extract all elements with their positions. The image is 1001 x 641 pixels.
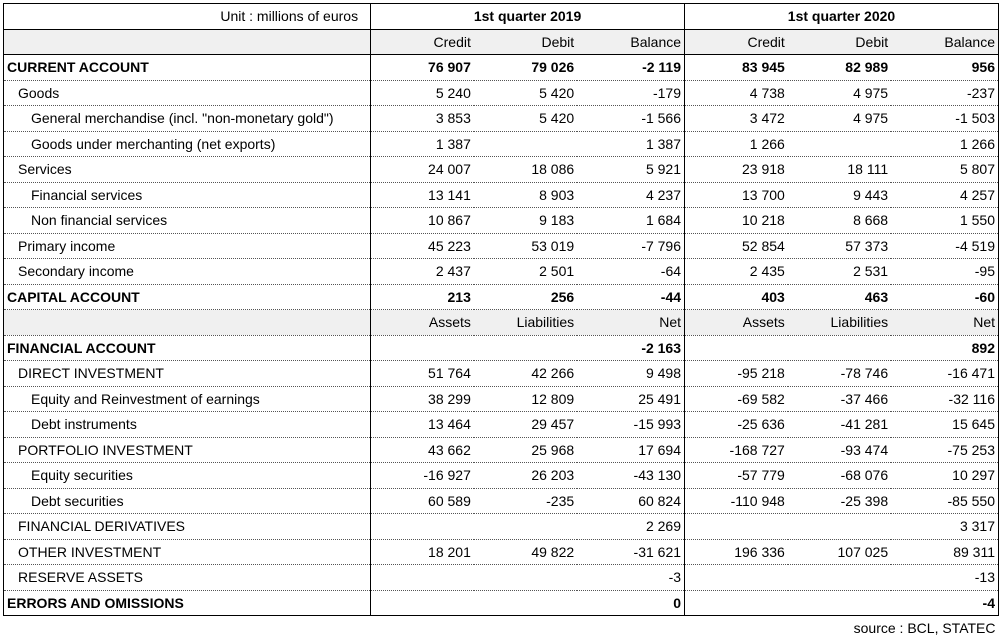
table-row xyxy=(4,565,999,591)
cell-balance-2020: 10 297 xyxy=(891,463,998,489)
cell-balance-2019: -64 xyxy=(577,259,684,285)
row-label: CURRENT ACCOUNT xyxy=(4,55,371,81)
cell-credit-2019: 13 141 xyxy=(371,182,474,208)
cell-credit-2020: 3 472 xyxy=(685,106,788,132)
cell-balance-2019: 9 498 xyxy=(577,361,684,387)
row-label: FINANCIAL DERIVATIVES xyxy=(4,514,371,540)
cell-balance-2019: -2 119 xyxy=(577,55,684,81)
cell-credit-2020: -168 727 xyxy=(685,437,788,463)
cell-credit-2019 xyxy=(371,514,474,540)
cell-debit-2020: -37 466 xyxy=(788,386,891,412)
cell-credit-2019 xyxy=(371,590,474,616)
cell-credit-2019: 13 464 xyxy=(371,412,474,438)
cell-balance-2020: 892 xyxy=(891,335,998,361)
table-row xyxy=(4,539,999,565)
table-row xyxy=(4,590,999,616)
row-label: OTHER INVESTMENT xyxy=(4,539,371,565)
table-row xyxy=(4,386,999,412)
cell-balance-2020: -237 xyxy=(891,80,998,106)
cell-balance-2020: 3 317 xyxy=(891,514,998,540)
table-row xyxy=(4,463,999,489)
cell-balance-2019: -7 796 xyxy=(577,233,684,259)
cell-balance-2020: -4 xyxy=(891,590,998,616)
cell-debit-2019 xyxy=(474,565,577,591)
cell-credit-2019: 5 240 xyxy=(371,80,474,106)
table-row xyxy=(4,208,999,234)
cell-balance-2020: 956 xyxy=(891,55,998,81)
col-assets-2020: Assets xyxy=(685,310,788,336)
cell-debit-2020: -41 281 xyxy=(788,412,891,438)
cell-debit-2019: 25 968 xyxy=(474,437,577,463)
cell-credit-2020: 2 435 xyxy=(685,259,788,285)
cell-balance-2019: -44 xyxy=(577,284,684,310)
cell-balance-2019: -3 xyxy=(577,565,684,591)
balance-of-payments-table xyxy=(3,3,999,641)
table-row xyxy=(4,157,999,183)
table-row xyxy=(4,284,999,310)
cell-balance-2019: 60 824 xyxy=(577,488,684,514)
row-label: Non financial services xyxy=(4,208,371,234)
table-row xyxy=(4,131,999,157)
cell-debit-2019: 26 203 xyxy=(474,463,577,489)
header-blank-cell xyxy=(4,310,371,336)
col-credit-2020: Credit xyxy=(685,29,788,55)
cell-debit-2019: 9 183 xyxy=(474,208,577,234)
col-balance-2020: Balance xyxy=(891,29,998,55)
table-row xyxy=(4,437,999,463)
header-row-periods xyxy=(4,4,999,30)
cell-balance-2020: -1 503 xyxy=(891,106,998,132)
cell-debit-2019: 12 809 xyxy=(474,386,577,412)
cell-credit-2019: 38 299 xyxy=(371,386,474,412)
table-row xyxy=(4,514,999,540)
cell-credit-2020 xyxy=(685,514,788,540)
row-label: Services xyxy=(4,157,371,183)
table-row xyxy=(4,335,999,361)
cell-credit-2019: 18 201 xyxy=(371,539,474,565)
cell-credit-2019: 3 853 xyxy=(371,106,474,132)
cell-debit-2020: -93 474 xyxy=(788,437,891,463)
cell-credit-2019: 1 387 xyxy=(371,131,474,157)
cell-credit-2019: 43 662 xyxy=(371,437,474,463)
cell-credit-2019: 60 589 xyxy=(371,488,474,514)
cell-credit-2019 xyxy=(371,335,474,361)
col-debit-2019: Debit xyxy=(474,29,577,55)
table-row xyxy=(4,488,999,514)
cell-balance-2019: 4 237 xyxy=(577,182,684,208)
cell-credit-2020: 4 738 xyxy=(685,80,788,106)
cell-debit-2019: 2 501 xyxy=(474,259,577,285)
cell-credit-2019: 45 223 xyxy=(371,233,474,259)
cell-debit-2020: 8 668 xyxy=(788,208,891,234)
cell-debit-2019: 5 420 xyxy=(474,80,577,106)
cell-debit-2019: 79 026 xyxy=(474,55,577,81)
cell-debit-2019: 42 266 xyxy=(474,361,577,387)
cell-debit-2020: 107 025 xyxy=(788,539,891,565)
cell-credit-2019: -16 927 xyxy=(371,463,474,489)
col-credit-2019: Credit xyxy=(371,29,474,55)
row-label: DIRECT INVESTMENT xyxy=(4,361,371,387)
cell-debit-2020: -78 746 xyxy=(788,361,891,387)
cell-debit-2020: 82 989 xyxy=(788,55,891,81)
row-label: CAPITAL ACCOUNT xyxy=(4,284,371,310)
row-label: Debt securities xyxy=(4,488,371,514)
period-2019-header: 1st quarter 2019 xyxy=(371,4,685,30)
col-assets-2019: Assets xyxy=(371,310,474,336)
cell-debit-2020: -25 398 xyxy=(788,488,891,514)
cell-balance-2019: 1 684 xyxy=(577,208,684,234)
table-row xyxy=(4,182,999,208)
row-label: FINANCIAL ACCOUNT xyxy=(4,335,371,361)
row-label: Debt instruments xyxy=(4,412,371,438)
header-row-financial-columns xyxy=(4,310,999,336)
cell-credit-2020 xyxy=(685,335,788,361)
col-net-2019: Net xyxy=(577,310,684,336)
unit-label: Unit : millions of euros xyxy=(4,4,371,30)
cell-balance-2019: 17 694 xyxy=(577,437,684,463)
cell-credit-2019 xyxy=(371,565,474,591)
col-liabilities-2020: Liabilities xyxy=(788,310,891,336)
cell-credit-2019: 76 907 xyxy=(371,55,474,81)
cell-balance-2020: 1 550 xyxy=(891,208,998,234)
table-row xyxy=(4,412,999,438)
cell-balance-2020: 4 257 xyxy=(891,182,998,208)
cell-balance-2020: -85 550 xyxy=(891,488,998,514)
cell-debit-2019: 18 086 xyxy=(474,157,577,183)
period-2020-header: 1st quarter 2020 xyxy=(685,4,999,30)
cell-credit-2020 xyxy=(685,590,788,616)
cell-credit-2019: 51 764 xyxy=(371,361,474,387)
cell-credit-2020: -110 948 xyxy=(685,488,788,514)
col-balance-2019: Balance xyxy=(577,29,684,55)
cell-credit-2020: -25 636 xyxy=(685,412,788,438)
cell-balance-2020: -95 xyxy=(891,259,998,285)
table-row xyxy=(4,55,999,81)
row-label: Equity and Reinvestment of earnings xyxy=(4,386,371,412)
cell-balance-2019: 0 xyxy=(577,590,684,616)
cell-debit-2020: 463 xyxy=(788,284,891,310)
cell-debit-2020 xyxy=(788,131,891,157)
row-label: ERRORS AND OMISSIONS xyxy=(4,590,371,616)
table-row xyxy=(4,106,999,132)
cell-debit-2019 xyxy=(474,590,577,616)
row-label: General merchandise (incl. "non-monetary gold") xyxy=(4,106,371,132)
cell-debit-2019: 256 xyxy=(474,284,577,310)
cell-debit-2019: 8 903 xyxy=(474,182,577,208)
table-row xyxy=(4,361,999,387)
cell-debit-2020 xyxy=(788,590,891,616)
table-row xyxy=(4,80,999,106)
row-label: Primary income xyxy=(4,233,371,259)
cell-credit-2020: 403 xyxy=(685,284,788,310)
cell-balance-2019: 25 491 xyxy=(577,386,684,412)
cell-balance-2020: -16 471 xyxy=(891,361,998,387)
row-label: Goods under merchanting (net exports) xyxy=(4,131,371,157)
cell-debit-2019: 49 822 xyxy=(474,539,577,565)
cell-debit-2020: 57 373 xyxy=(788,233,891,259)
cell-credit-2019: 10 867 xyxy=(371,208,474,234)
cell-balance-2020: 1 266 xyxy=(891,131,998,157)
cell-debit-2020: 9 443 xyxy=(788,182,891,208)
cell-credit-2020: 1 266 xyxy=(685,131,788,157)
col-liabilities-2019: Liabilities xyxy=(474,310,577,336)
cell-balance-2019: 1 387 xyxy=(577,131,684,157)
source-note: source : BCL, STATEC xyxy=(853,620,996,637)
cell-balance-2019: -43 130 xyxy=(577,463,684,489)
col-net-2020: Net xyxy=(891,310,998,336)
cell-credit-2019: 213 xyxy=(371,284,474,310)
cell-balance-2019: -15 993 xyxy=(577,412,684,438)
cell-credit-2020: 83 945 xyxy=(685,55,788,81)
cell-balance-2020: -4 519 xyxy=(891,233,998,259)
row-label: Secondary income xyxy=(4,259,371,285)
cell-credit-2020: 23 918 xyxy=(685,157,788,183)
cell-balance-2019: 2 269 xyxy=(577,514,684,540)
cell-credit-2020: -95 218 xyxy=(685,361,788,387)
cell-credit-2019: 24 007 xyxy=(371,157,474,183)
cell-balance-2020: -32 116 xyxy=(891,386,998,412)
cell-debit-2020 xyxy=(788,514,891,540)
cell-debit-2019: -235 xyxy=(474,488,577,514)
col-debit-2020: Debit xyxy=(788,29,891,55)
cell-balance-2019: -2 163 xyxy=(577,335,684,361)
cell-debit-2019 xyxy=(474,335,577,361)
cell-balance-2020: 15 645 xyxy=(891,412,998,438)
header-row-columns xyxy=(4,29,999,55)
row-label: Goods xyxy=(4,80,371,106)
row-label: PORTFOLIO INVESTMENT xyxy=(4,437,371,463)
cell-debit-2020: 4 975 xyxy=(788,106,891,132)
cell-debit-2019: 5 420 xyxy=(474,106,577,132)
cell-balance-2020: 5 807 xyxy=(891,157,998,183)
cell-debit-2020: 4 975 xyxy=(788,80,891,106)
cell-credit-2020: 196 336 xyxy=(685,539,788,565)
cell-debit-2020 xyxy=(788,335,891,361)
cell-balance-2020: -13 xyxy=(891,565,998,591)
cell-credit-2020: 52 854 xyxy=(685,233,788,259)
cell-debit-2020: -68 076 xyxy=(788,463,891,489)
row-label: Equity securities xyxy=(4,463,371,489)
cell-balance-2020: 89 311 xyxy=(891,539,998,565)
header-blank-cell xyxy=(4,29,371,55)
row-label: Financial services xyxy=(4,182,371,208)
cell-credit-2020: -69 582 xyxy=(685,386,788,412)
cell-balance-2019: -1 566 xyxy=(577,106,684,132)
cell-balance-2019: -31 621 xyxy=(577,539,684,565)
row-label: RESERVE ASSETS xyxy=(4,565,371,591)
table-row xyxy=(4,259,999,285)
cell-debit-2019 xyxy=(474,514,577,540)
cell-balance-2020: -75 253 xyxy=(891,437,998,463)
cell-balance-2019: -179 xyxy=(577,80,684,106)
cell-debit-2019: 29 457 xyxy=(474,412,577,438)
cell-credit-2020: 10 218 xyxy=(685,208,788,234)
source-row xyxy=(4,616,999,641)
cell-debit-2020: 18 111 xyxy=(788,157,891,183)
cell-credit-2020 xyxy=(685,565,788,591)
cell-balance-2020: -60 xyxy=(891,284,998,310)
cell-debit-2020: 2 531 xyxy=(788,259,891,285)
table-row xyxy=(4,233,999,259)
cell-debit-2020 xyxy=(788,565,891,591)
cell-debit-2019: 53 019 xyxy=(474,233,577,259)
cell-credit-2019: 2 437 xyxy=(371,259,474,285)
cell-debit-2019 xyxy=(474,131,577,157)
cell-credit-2020: 13 700 xyxy=(685,182,788,208)
cell-balance-2019: 5 921 xyxy=(577,157,684,183)
cell-credit-2020: -57 779 xyxy=(685,463,788,489)
